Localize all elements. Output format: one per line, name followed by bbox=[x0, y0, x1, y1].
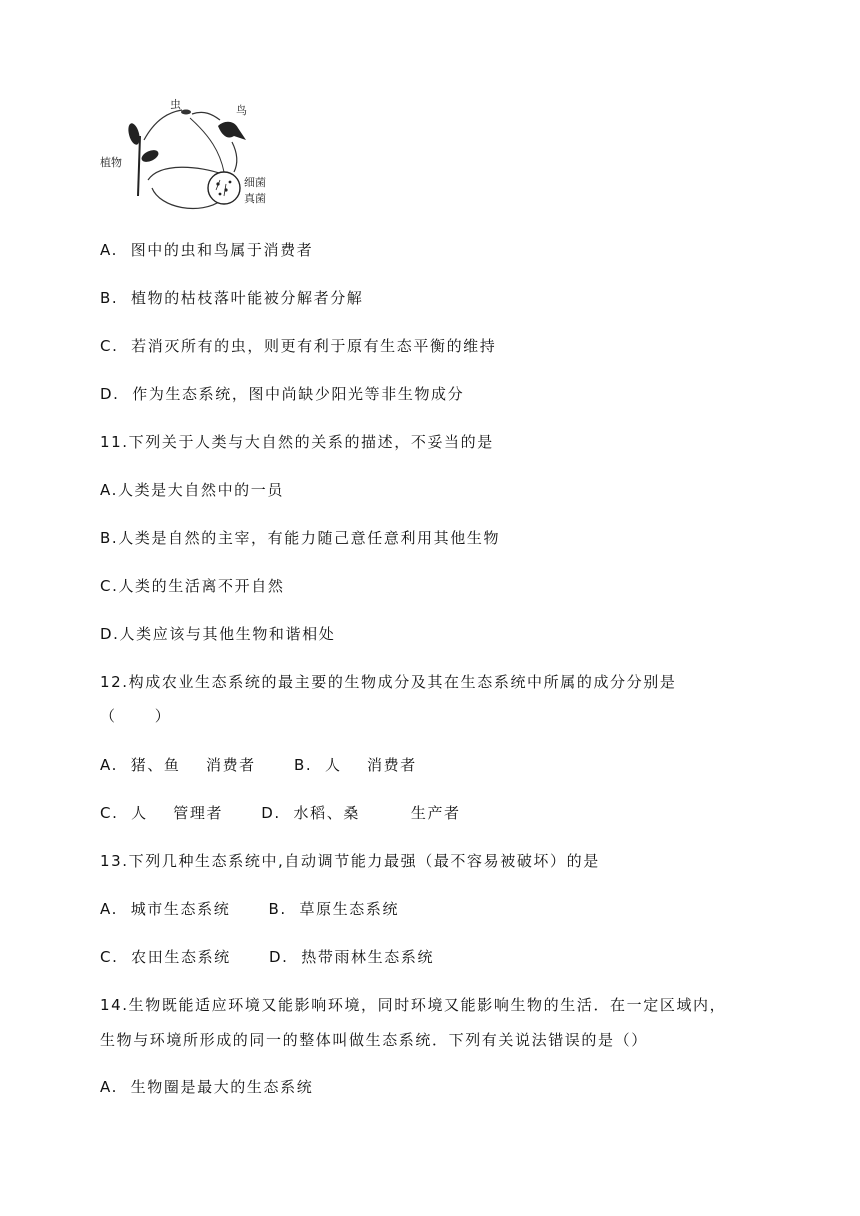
options-13cd: C. 农田生态系统 D. 热带雨林生态系统 bbox=[100, 948, 435, 966]
option-10d: D. 作为生态系统，图中尚缺少阳光等非生物成分 bbox=[100, 385, 465, 403]
question-14-line1: 14.生物既能适应环境又能影响环境，同时环境又能影响生物的生活．在一定区域内， bbox=[100, 996, 727, 1014]
label-bird: 鸟 bbox=[236, 104, 247, 117]
option-11d: D.人类应该与其他生物和谐相处 bbox=[100, 625, 336, 643]
option-11b: B.人类是自然的主宰，有能力随己意任意利用其他生物 bbox=[100, 529, 501, 547]
question-13: 13.下列几种生态系统中,自动调节能力最强（最不容易被破坏）的是 bbox=[100, 852, 600, 870]
options-13ab: A. 城市生态系统 B. 草原生态系统 bbox=[100, 900, 400, 918]
label-insect: 虫 bbox=[170, 98, 181, 111]
options-12ab: A. 猪、鱼 消费者 B. 人 消费者 bbox=[100, 756, 417, 774]
option-14a: A. 生物圈是最大的生态系统 bbox=[100, 1078, 314, 1096]
options-12cd: C. 人 管理者 D. 水稻、桑 生产者 bbox=[100, 804, 461, 822]
food-web-diagram bbox=[100, 96, 280, 220]
question-12-blank: （ ） bbox=[100, 707, 172, 725]
question-12: 12.构成农业生态系统的最主要的生物成分及其在生态系统中所属的成分分别是 bbox=[100, 673, 677, 691]
option-11c: C.人类的生活离不开自然 bbox=[100, 577, 285, 595]
label-fungi: 真菌 bbox=[244, 192, 266, 205]
option-11a: A.人类是大自然中的一员 bbox=[100, 481, 284, 499]
label-plant: 植物 bbox=[100, 156, 122, 169]
option-10b: B. 植物的枯枝落叶能被分解者分解 bbox=[100, 289, 364, 307]
option-10c: C. 若消灭所有的虫，则更有利于原有生态平衡的维持 bbox=[100, 337, 497, 355]
question-14-line2: 生物与环境所形成的同一的整体叫做生态系统．下列有关说法错误的是（） bbox=[100, 1031, 648, 1049]
label-bacteria: 细菌 bbox=[244, 176, 266, 189]
question-11: 11.下列关于人类与大自然的关系的描述，不妥当的是 bbox=[100, 433, 494, 451]
option-10a: A. 图中的虫和鸟属于消费者 bbox=[100, 241, 314, 259]
